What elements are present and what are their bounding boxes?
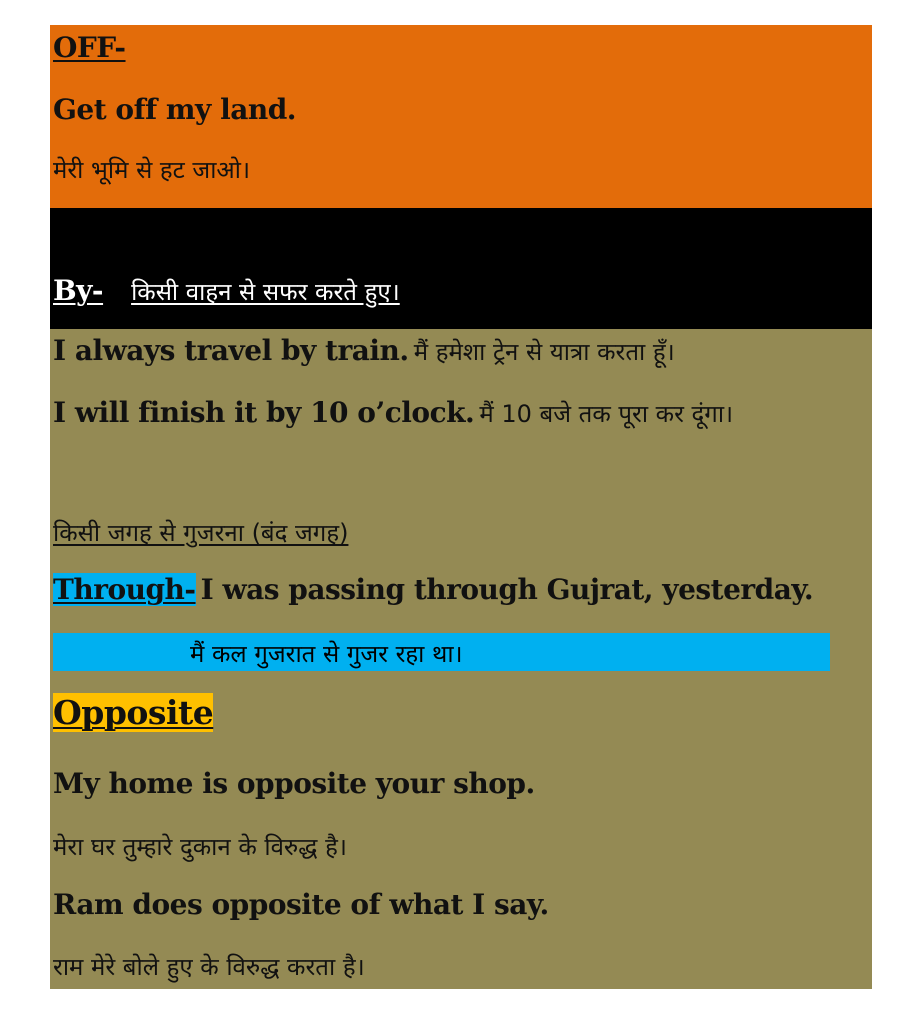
opposite-example-2-en: Ram does opposite of what I say. <box>53 888 549 921</box>
through-translation-bar <box>53 633 830 671</box>
through-example-hi: मैं कल गुजरात से गुजर रहा था। <box>190 640 463 668</box>
by-example-2 <box>53 396 733 430</box>
by-example-2-en: I will finish it by 10 o’clock. <box>53 396 475 429</box>
off-example-hi: मेरी भूमि से हट जाओ। <box>53 156 251 184</box>
by-meaning-hi: किसी वाहन से सफर करते हुए। <box>131 278 400 306</box>
opposite-heading-wrap <box>53 693 213 732</box>
by-example-1-en: I always travel by train. <box>53 334 409 367</box>
opposite-heading: Opposite <box>53 693 214 732</box>
opposite-example-1-en: My home is opposite your shop. <box>53 767 535 800</box>
by-example-1 <box>53 334 675 368</box>
by-heading-line <box>53 274 400 308</box>
by-heading-section <box>50 208 872 329</box>
by-heading: By- <box>53 274 104 307</box>
off-example-en: Get off my land. <box>53 93 297 126</box>
by-example-2-hi: मैं 10 बजे तक पूरा कर दूंगा। <box>479 400 734 428</box>
off-section <box>50 25 872 208</box>
through-example-en: I was passing through Gujrat, yesterday. <box>200 573 814 606</box>
by-example-1-hi: मैं हमेशा ट्रेन से यात्रा करता हूँ। <box>413 338 675 366</box>
document-page <box>50 25 872 989</box>
through-heading: Through- <box>53 573 196 606</box>
opposite-example-2-hi: राम मेरे बोले हुए के विरुद्ध करता है। <box>53 953 365 981</box>
off-heading: OFF- <box>53 31 126 64</box>
through-meaning-hi: किसी जगह से गुजरना (बंद जगह) <box>53 519 349 547</box>
through-example <box>53 573 813 606</box>
opposite-example-1-hi: मेरा घर तुम्हारे दुकान के विरुद्ध है। <box>53 833 347 861</box>
